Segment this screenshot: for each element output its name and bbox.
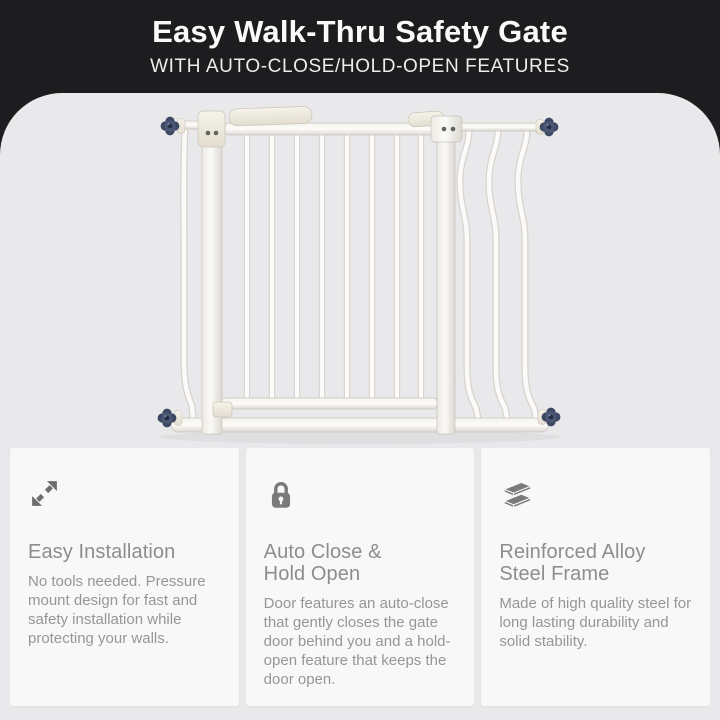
- page-title: Easy Walk-Thru Safety Gate: [152, 14, 568, 49]
- page-subtitle: WITH AUTO-CLOSE/HOLD-OPEN FEATURES: [150, 56, 570, 77]
- feature-title: [499, 541, 692, 585]
- feature-title-line: Hold Open: [263, 563, 361, 585]
- feature-card-auto-close: [246, 448, 475, 706]
- steel-beam-icon: [499, 477, 692, 514]
- feature-description: Made of high quality steel for long lasting durability and solid stability.: [499, 595, 692, 650]
- feature-title: [28, 541, 221, 563]
- feature-title-line: Steel Frame: [499, 563, 610, 585]
- lock-icon: [264, 477, 457, 514]
- feature-title-line: Auto Close &: [263, 541, 382, 563]
- feature-title: [264, 541, 457, 585]
- feature-card-steel-frame: [481, 448, 710, 706]
- feature-card-easy-installation: [10, 448, 239, 706]
- expand-arrows-icon: [28, 477, 221, 514]
- feature-cards: [10, 448, 710, 706]
- feature-title-line: Reinforced Alloy: [499, 541, 646, 563]
- feature-description: Door features an auto-close that gently closes the gate door behind you and a hold-open feature that keeps the door open.: [263, 595, 451, 688]
- feature-description: No tools needed. Pressure mount design for fast and safety installation while protecting your walls.: [28, 573, 206, 647]
- feature-title-line: Easy Installation: [28, 541, 176, 563]
- header: [0, 0, 720, 78]
